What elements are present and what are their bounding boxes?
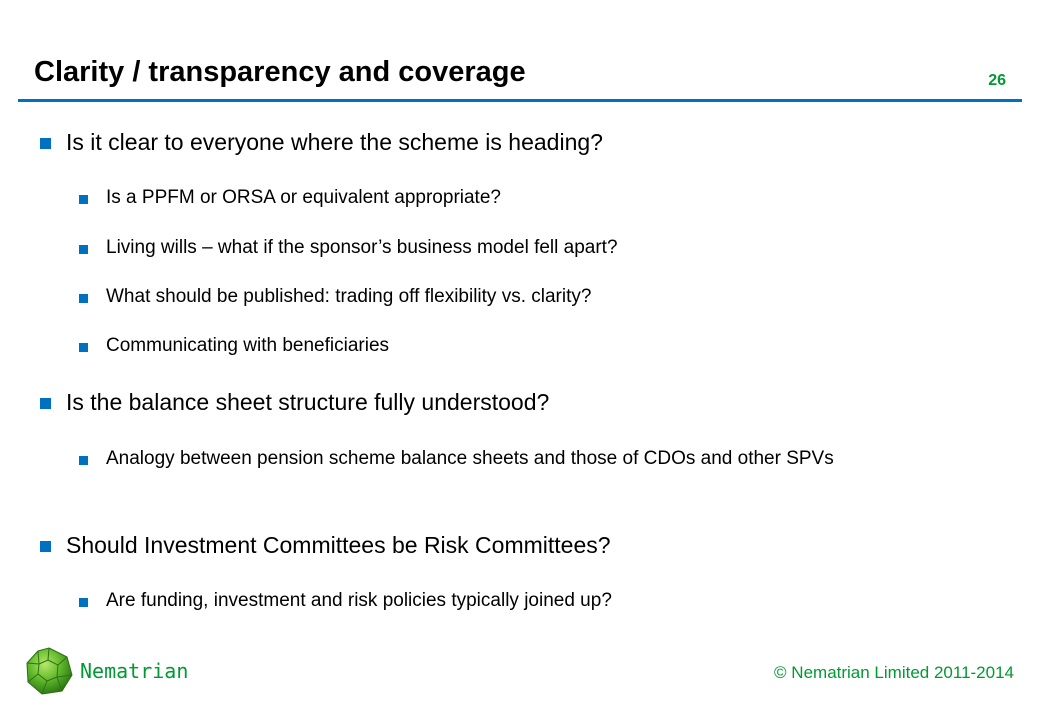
slide-title: Clarity / transparency and coverage xyxy=(34,56,526,88)
footer-brand: Nematrian xyxy=(80,659,189,683)
sub-bullet-item xyxy=(106,236,986,260)
sub-bullet-item xyxy=(106,447,986,471)
bullet-marker-icon xyxy=(40,541,51,552)
bullet-item xyxy=(66,388,549,417)
bullet-text: Communicating with beneficiaries xyxy=(106,335,390,356)
bullet-text: What should be published: trading off flexibility vs. clarity? xyxy=(106,286,592,307)
slide-number: 26 xyxy=(988,72,1006,89)
bullet-item xyxy=(66,531,611,560)
bullet-text: Is the balance sheet structure fully understood? xyxy=(66,389,550,415)
green-polyhedron-logo-icon xyxy=(24,646,74,696)
footer-copyright: © Nematrian Limited 2011-2014 xyxy=(774,663,1014,682)
bullet-marker-icon xyxy=(79,294,88,303)
bullet-text: Analogy between pension scheme balance sheets and those of CDOs and other SPVs xyxy=(106,448,834,469)
sub-bullet-item xyxy=(106,186,986,210)
bullet-text: Should Investment Committees be Risk Committees? xyxy=(66,532,611,558)
bullet-item xyxy=(66,128,603,157)
bullet-marker-icon xyxy=(79,598,88,607)
bullet-text: Is it clear to everyone where the scheme is heading? xyxy=(66,129,603,155)
sub-bullet-item xyxy=(106,589,986,613)
bullet-marker-icon xyxy=(40,138,51,149)
bullet-marker-icon xyxy=(79,245,88,254)
bullet-marker-icon xyxy=(40,398,51,409)
bullet-marker-icon xyxy=(79,456,88,465)
sub-bullet-item xyxy=(106,285,986,309)
bullet-marker-icon xyxy=(79,195,88,204)
sub-bullet-item xyxy=(106,334,986,358)
bullet-marker-icon xyxy=(79,343,88,352)
bullet-text: Is a PPFM or ORSA or equivalent appropriate? xyxy=(106,187,501,208)
bullet-text: Are funding, investment and risk policies typically joined up? xyxy=(106,590,612,611)
bullet-text: Living wills – what if the sponsor’s business model fell apart? xyxy=(106,237,618,258)
